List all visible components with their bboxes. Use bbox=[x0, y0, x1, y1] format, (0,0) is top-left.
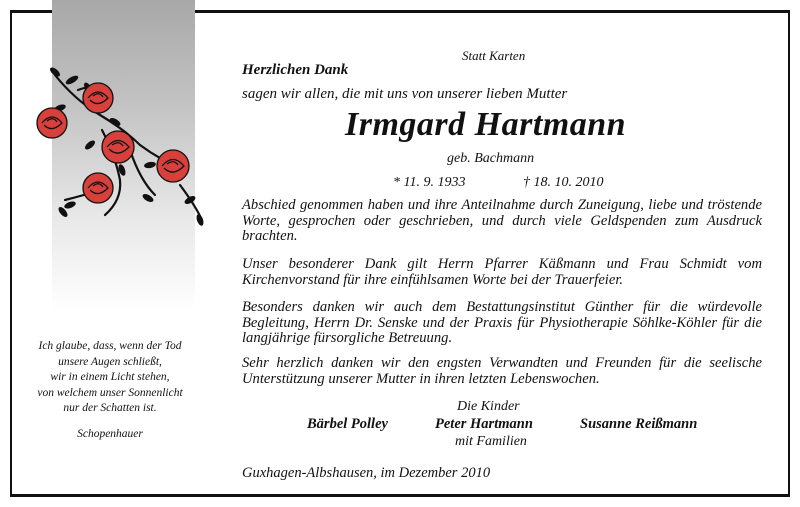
quote-line: von welchem unser Sonnenlicht bbox=[37, 386, 183, 399]
signatory: Bärbel Polley bbox=[307, 416, 388, 432]
paragraph-farewell: Abschied genommen haben und ihre Anteilnahme durch Zuneigung, liebe und tröstende Worte, gesprochen oder geschrieben, und durch viele Geldspenden zum Ausdruck brachten. bbox=[242, 197, 762, 245]
quote-block bbox=[30, 339, 190, 443]
intro-line: sagen wir allen, die mit uns von unserer lieben Mutter bbox=[242, 86, 568, 102]
signatory: Susanne Reißmann bbox=[580, 416, 698, 432]
maiden-name: geb. Bachmann bbox=[447, 151, 535, 166]
birth-date: * 11. 9. 1933 bbox=[393, 175, 466, 190]
quote-line: wir in einem Licht stehen, bbox=[50, 371, 170, 384]
roses-illustration bbox=[30, 60, 220, 230]
quote-author: Schopenhauer bbox=[77, 427, 143, 440]
children-label: Die Kinder bbox=[457, 399, 520, 414]
deceased-name: Irmgard Hartmann bbox=[345, 106, 627, 143]
rose-4 bbox=[157, 150, 189, 182]
family-note: mit Familien bbox=[455, 434, 527, 449]
signatory: Peter Hartmann bbox=[435, 416, 533, 432]
rose-5 bbox=[83, 173, 113, 203]
paragraph-pastor: Unser besonderer Dank gilt Herrn Pfarrer Käßmann und Frau Schmidt vom Kirchenvorstand für ihre einfühlsamen Worte bei der Trauerfeier. bbox=[242, 256, 762, 288]
rose-1 bbox=[83, 83, 113, 113]
thanks-heading: Herzlichen Dank bbox=[242, 62, 349, 78]
quote-line: unsere Augen schließt, bbox=[58, 355, 162, 368]
rose-3 bbox=[102, 131, 134, 163]
header-note: Statt Karten bbox=[462, 48, 526, 63]
quote-line: Ich glaube, dass, wenn der Tod bbox=[38, 340, 182, 352]
place-date: Guxhagen-Albshausen, im Dezember 2010 bbox=[242, 465, 491, 481]
paragraph-funeral-home: Besonders danken wir auch dem Bestattungsinstitut Günther für die würdevolle Begleitung, Herrn Dr. Senske und der Praxis für Physiotherapie Söhlke-Köhler für die langjährige fürsorgliche Betreuung. bbox=[242, 299, 762, 347]
rose-2 bbox=[37, 108, 67, 138]
quote-line: nur der Schatten ist. bbox=[63, 402, 157, 415]
paragraph-relatives: Sehr herzlich danken wir den engsten Verwandten und Freunden für die seelische Unterstützung unserer Mutter in ihren letzten Lebenswochen. bbox=[242, 355, 762, 387]
death-date: † 18. 10. 2010 bbox=[523, 175, 604, 190]
